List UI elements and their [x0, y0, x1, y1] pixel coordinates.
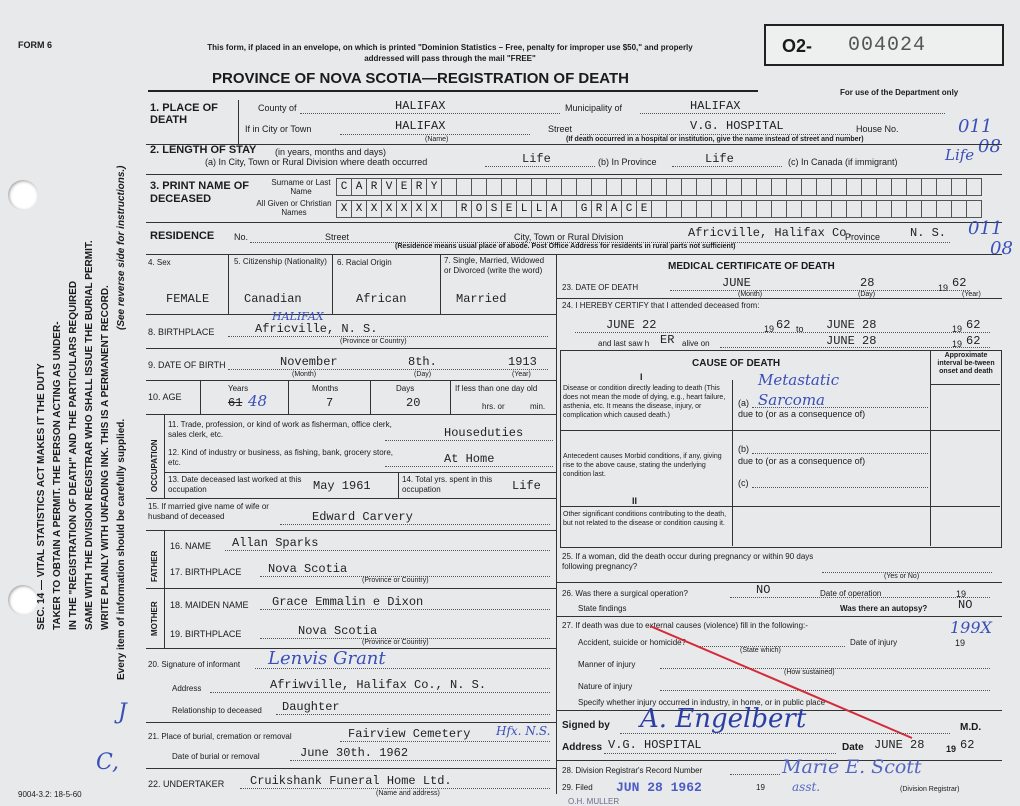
other-conditions-label: Other significant conditions contributing to the death, but not related to the disease or condition causing it. [563, 511, 727, 527]
mother-birthplace-label: 19. BIRTHPLACE [170, 629, 242, 639]
letter-box: C [621, 200, 637, 218]
father-name-value: Allan Sparks [232, 536, 319, 550]
birthplace-label: 8. BIRTHPLACE [148, 327, 215, 337]
letter-box: G [576, 200, 592, 218]
residence-label: RESIDENCE [150, 230, 215, 242]
physician-address-value: V.G. HOSPITAL [608, 738, 702, 752]
industry-value: At Home [444, 452, 495, 466]
surgery-value: NO [756, 583, 771, 597]
age-min: min. [530, 402, 546, 411]
city-label: If in City or Town [245, 124, 312, 134]
given-names-label: All Given or Christian Names [256, 199, 332, 217]
total-years-label: 14. Total yrs. spent in this occupation [402, 475, 493, 494]
letter-box: A [351, 178, 367, 196]
margin-mark: J [118, 700, 127, 725]
age-days-value: 20 [406, 396, 421, 410]
injury-date-label: Date of injury [850, 638, 898, 647]
dob-year: 1913 [508, 355, 537, 369]
residence-city-label: City, Town or Rural Division [514, 232, 624, 242]
antecedent-label: Antecedent causes Morbid conditions, if any, giving rise to the above cause, stating the underlying condition last. [563, 453, 722, 478]
mother-birthplace-value: Nova Scotia [298, 624, 378, 638]
last-saw-value: ER [660, 333, 675, 347]
residence-province-label: Province [845, 232, 881, 242]
age-hrs: hrs. or [482, 402, 505, 411]
residence-no-label: No. [234, 232, 249, 242]
informant-signature: Lenvis Grant [268, 648, 386, 669]
city-value: HALIFAX [395, 119, 446, 133]
date-of-death-year: 62 [952, 276, 967, 290]
mother-name-label: 18. MAIDEN NAME [170, 600, 249, 610]
letter-box: Y [426, 178, 442, 196]
sex-label: 4. Sex [148, 258, 171, 267]
undertaker-caption: (Name and address) [376, 790, 440, 797]
manner-label: Manner of injury [578, 660, 636, 669]
cause-b-label: (b) [738, 444, 749, 454]
side-line: TAKER TO OBTAIN A PERMIT. THE PERSON ACTING AS UNDER- [52, 321, 63, 630]
side-line: SAME WITH THE DIVISION REGISTRAR WHO SHALL ISSUE THE BURIAL PERMIT. [84, 240, 95, 630]
letter-box: X [396, 200, 412, 218]
letter-box: O [471, 200, 487, 218]
sustained-caption: (How sustained) [784, 669, 835, 676]
dept-code: 08 [990, 238, 1013, 259]
age-label: 10. AGE [148, 392, 182, 402]
relationship-value: Daughter [282, 700, 340, 714]
footer-code: 9004-3.2: 18-5-60 [18, 790, 82, 799]
street-label: Street [548, 124, 573, 134]
side-line: WRITE PLAINLY WITH UNFADING INK. THIS IS A PERMANENT RECORD. [100, 285, 111, 630]
sex-value: FEMALE [166, 292, 210, 306]
informant-address-value: Afriwville, Halifax Co., N. S. [270, 678, 487, 692]
trade-label: 11. Trade, profession, or kind of work as fisherman, office clerk, sales clerk, etc. [168, 420, 392, 439]
municipality-value: HALIFAX [690, 99, 741, 113]
name-caption: (Name) [425, 136, 449, 143]
specify-label: Specify whether injury occurred in industry, in home, or in public place [578, 698, 826, 707]
father-birthplace-label: 17. BIRTHPLACE [170, 567, 242, 577]
nature-label: Nature of injury [578, 682, 633, 691]
section-roman-2: II [632, 496, 638, 506]
certified-date-value: JUNE 28 [874, 738, 925, 752]
letter-box: R [366, 178, 382, 196]
dept-code: 011 [968, 218, 1003, 239]
alive-on-label: alive on [682, 339, 710, 348]
letter-box: X [426, 200, 442, 218]
mother-province-caption: (Province or Country) [362, 639, 429, 646]
accident-label: Accident, suicide or homicide? [578, 638, 687, 647]
burial-date-value: June 30th. 1962 [300, 746, 409, 760]
form-number: FORM 6 [18, 40, 53, 50]
racial-origin-value: African [356, 292, 407, 306]
residence-street-label: Street [325, 232, 350, 242]
print-name-label: 3. PRINT NAME OF DECEASED [150, 180, 250, 205]
age-years-value: 48 [248, 392, 268, 410]
residence-city-value: Africville, Halifax Co. [688, 226, 854, 240]
letter-box: R [411, 178, 427, 196]
father-name-label: 16. NAME [170, 541, 212, 551]
which-caption: (State which) [740, 647, 781, 654]
filed-date-stamp: JUN 28 1962 [616, 780, 702, 795]
trade-value: Houseduties [444, 426, 524, 440]
certify-label: 24. I HEREBY CERTIFY that I attended deceased from: [562, 301, 760, 310]
length-of-stay-sub: (in years, months and days) [275, 147, 387, 157]
last-saw-label: and last saw h [598, 339, 650, 348]
stay-b-value: Life [705, 152, 734, 166]
stay-a-value: Life [522, 152, 551, 166]
physician-signature: A. Engelbert [640, 704, 807, 734]
informant-address-label: Address [172, 684, 202, 693]
province-caption: (Province or Country) [340, 338, 407, 345]
autopsy-value: NO [958, 598, 973, 612]
hospital-note: (If death occurred in a hospital or institution, give the name instead of street and number) [566, 136, 864, 143]
interval-label: Approximate interval be-tween onset and death [937, 352, 995, 375]
pregnancy-caption: (Yes or No) [884, 573, 920, 580]
due-to-a: due to (or as a consequence of) [738, 409, 866, 419]
registrar-annotation: asst. [792, 780, 821, 794]
municipality-label: Municipality of [565, 103, 623, 113]
house-label: House No. [856, 124, 899, 134]
medical-title: MEDICAL CERTIFICATE OF DEATH [668, 261, 835, 272]
cause-title: CAUSE OF DEATH [692, 358, 781, 369]
spouse-value: Edward Carvery [312, 510, 413, 524]
burial-place-value: Fairview Cemetery [348, 727, 471, 741]
last-saw-year-prefix: 19 [952, 339, 963, 349]
immediate-cause-label: Disease or condition directly leading to death (This does not mean the mode of dying, e.g., heart failure, asthenia, etc. It means the disease, injury, or complication which caused death.) [563, 385, 726, 419]
marital-value: Married [456, 292, 507, 306]
letter-box: L [531, 200, 547, 218]
spouse-label: 15. If married give name of wife or husband of deceased [148, 502, 269, 521]
county-label: County of [258, 103, 297, 113]
letter-box: X [366, 200, 382, 218]
date-of-death-year-prefix: 19 [938, 283, 949, 293]
attended-to: JUNE 28 [826, 318, 877, 332]
age-less-than-day: If less than one day old [455, 384, 538, 393]
due-to-b: due to (or as a consequence of) [738, 456, 866, 466]
letter-box: L [516, 200, 532, 218]
attended-to-label: to [796, 324, 804, 334]
relationship-label: Relationship to deceased [172, 706, 262, 715]
letter-box: S [486, 200, 502, 218]
certified-year-prefix: 19 [946, 744, 957, 754]
injury-annotation: 199X [950, 618, 992, 637]
total-years-value: Life [512, 479, 541, 493]
operation-year-prefix: 19 [956, 589, 967, 599]
dob-day-caption: (Day) [414, 371, 432, 378]
reg-number: 004024 [848, 34, 927, 57]
age-months-value: 7 [326, 396, 334, 410]
informant-label: 20. Signature of informant [148, 660, 241, 669]
record-number-label: 28. Division Registrar's Record Number [562, 766, 703, 775]
surgery-label: 26. Was there a surgical operation? [562, 589, 688, 598]
dept-code: 011 [958, 116, 993, 137]
registrar-caption: (Division Registrar) [900, 786, 960, 793]
street-value: V.G. HOSPITAL [690, 119, 784, 133]
father-side-label: FATHER [150, 550, 159, 582]
father-birthplace-value: Nova Scotia [268, 562, 348, 576]
age-days-label: Days [396, 384, 415, 393]
letter-box: X [336, 200, 352, 218]
dob-day: 8th. [408, 355, 437, 369]
burial-place-label: 21. Place of burial, cremation or removal [148, 732, 292, 741]
surname-label: Surname or Last Name [271, 178, 331, 196]
attended-to-year: 62 [966, 318, 981, 332]
residence-note: (Residence means usual place of abode. Post Office Address for residents in rural parts not sufficient) [395, 243, 736, 250]
date-of-death-day: 28 [860, 276, 875, 290]
residence-province-value: N. S. [910, 226, 947, 240]
last-worked-label: 13. Date deceased last worked at this occupation [168, 475, 302, 494]
death-year-caption: (Year) [962, 291, 981, 298]
registrar-signature: Marie E. Scott [782, 756, 922, 778]
age-years-struck: 61 [228, 396, 243, 410]
letter-box: A [546, 200, 562, 218]
racial-origin-label: 6. Racial Origin [337, 258, 392, 267]
side-line: Every item of information should be carefully supplied. [116, 418, 127, 680]
citizenship-value: Canadian [244, 292, 302, 306]
letter-box: X [351, 200, 367, 218]
md-label: M.D. [960, 722, 982, 733]
stamp-below: O.H. MULLER [568, 797, 620, 806]
stay-a-label: (a) In City, Town or Rural Division where death occurred [205, 157, 428, 167]
attended-from-year-prefix: 19 [764, 324, 775, 334]
certified-date-label: Date [842, 742, 864, 753]
industry-label: 12. Kind of industry or business, as fishing, bank, grocery store, etc. [168, 448, 394, 467]
attended-to-year-prefix: 19 [952, 324, 963, 334]
dept-use: For use of the Department only [840, 88, 959, 97]
dob-month-caption: (Month) [292, 371, 317, 378]
letter-box: X [411, 200, 427, 218]
letter-box: E [636, 200, 652, 218]
certified-year: 62 [960, 738, 975, 752]
findings-label: State findings [578, 604, 627, 613]
margin-mark: C, [96, 750, 120, 775]
letter-box: V [381, 178, 397, 196]
injury-year-prefix: 19 [955, 638, 966, 648]
dob-label: 9. DATE OF BIRTH [148, 360, 226, 370]
undertaker-value: Cruikshank Funeral Home Ltd. [250, 774, 452, 788]
last-saw-date: JUNE 28 [826, 334, 877, 348]
citizenship-label: 5. Citizenship (Nationality) [234, 257, 327, 266]
dob-year-caption: (Year) [512, 371, 531, 378]
letter-box: E [501, 200, 517, 218]
section-roman-1: I [640, 372, 643, 382]
letter-box: X [381, 200, 397, 218]
physician-address-label: Address [562, 742, 603, 753]
attended-from: JUNE 22 [606, 318, 657, 332]
mother-side-label: MOTHER [150, 601, 159, 636]
pregnancy-label: 25. If a woman, did the death occur during pregnancy or within 90 days following pregnancy? [562, 552, 814, 571]
last-saw-year: 62 [966, 334, 981, 348]
age-months-label: Months [312, 384, 339, 393]
attended-from-year: 62 [776, 318, 791, 332]
age-years-label: Years [228, 384, 249, 393]
letter-box: E [396, 178, 412, 196]
cause-c-label: (c) [738, 478, 749, 488]
dept-code: 08 [978, 136, 1001, 157]
filed-label: 29. Filed [562, 783, 593, 792]
reg-prefix: O2- [782, 36, 813, 56]
burial-place-annotation: Hfx. N.S. [496, 724, 551, 738]
burial-date-label: Date of burial or removal [172, 752, 260, 761]
county-value: HALIFAX [395, 99, 446, 113]
father-province-caption: (Province or Country) [362, 577, 429, 584]
dob-month: November [280, 355, 338, 369]
letter-box: C [336, 178, 352, 196]
signed-by-label: Signed by [562, 720, 610, 731]
operation-date-label: Date of operation [820, 589, 882, 598]
date-of-death-label: 23. DATE OF DEATH [562, 283, 639, 292]
length-of-stay-label: 2. LENGTH OF STAY [150, 144, 257, 156]
autopsy-label: Was there an autopsy? [840, 604, 928, 613]
place-of-death-label: 1. PLACE OF DEATH [150, 102, 218, 126]
death-day-caption: (Day) [858, 291, 876, 298]
birthplace-value: Africville, N. S. [255, 322, 378, 336]
stay-b-label: (b) In Province [598, 157, 657, 167]
stay-c-label: (c) In Canada (if immigrant) [788, 157, 898, 167]
letter-box: R [591, 200, 607, 218]
cause-a-value: Metastatic Sarcoma [758, 371, 840, 409]
mother-name-value: Grace Emmalin e Dixon [272, 595, 424, 609]
filed-year-prefix: 19 [756, 783, 765, 792]
marital-label: 7. Single, Married, Widowed or Divorced (write the word) [444, 256, 545, 275]
side-line: SEC. 14 — VITAL STATISTICS ACT MAKES IT THE DUTY [36, 363, 47, 630]
side-line: IN THE "REGISTRATION OF DEATH" AND THE PARTICULARS REQUIRED [68, 280, 79, 630]
birthplace-annotation: HALIFAX [272, 310, 324, 323]
stay-c-value: Life [945, 146, 975, 164]
letter-box: R [456, 200, 472, 218]
last-worked-value: May 1961 [313, 479, 371, 493]
page-title: PROVINCE OF NOVA SCOTIA—REGISTRATION OF DEATH [212, 70, 629, 87]
death-month-caption: (Month) [738, 291, 763, 298]
external-causes-label: 27. If death was due to external causes (violence) fill in the following:- [562, 621, 808, 630]
date-of-death-month: JUNE [722, 276, 751, 290]
undertaker-label: 22. UNDERTAKER [148, 779, 225, 789]
mailing-notice: This form, if placed in an envelope, on which is printed "Dominion Statistics – Free, penalty for improper use $50," and properly addressed will pass through the mail "FREE" [207, 43, 693, 63]
letter-box: A [606, 200, 622, 218]
cause-a-label: (a) [738, 398, 749, 408]
side-line: (See reverse side for instructions.) [116, 165, 127, 330]
occupation-side-label: OCCUPATION [150, 439, 159, 492]
